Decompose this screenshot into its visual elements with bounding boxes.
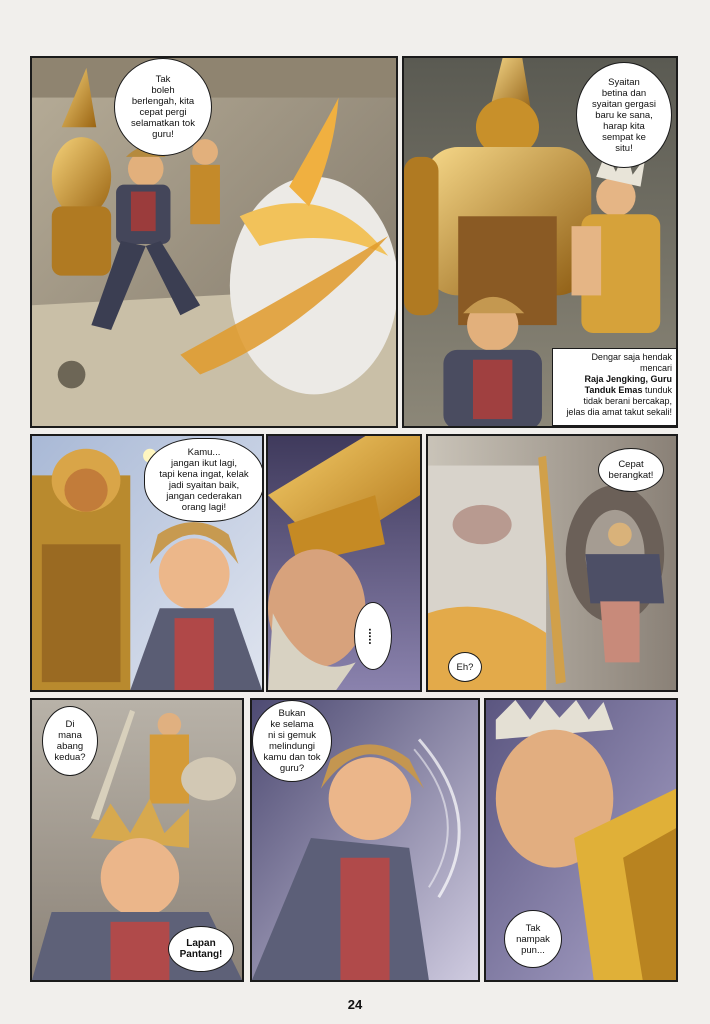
caption-bold-2: Tanduk Emas (584, 385, 643, 395)
bubble-eh: Eh? (448, 652, 482, 682)
bubble-tak-nampak: Tak nampak pun... (504, 910, 562, 968)
panel-4-art (268, 436, 420, 690)
bubble-ellipsis (354, 602, 392, 670)
caption-line-1: Dengar saja hendak mencari (591, 352, 672, 373)
bubble-syaitan-betina: Syaitan betina dan syaitan gergasi baru ke sana, harap kita sempat ke situ! (576, 62, 672, 168)
panel-6 (30, 698, 244, 982)
ellipsis-text: ..... (366, 627, 380, 645)
panel-5 (426, 434, 678, 692)
bubble-di-mana: Di mana abang kedua? (42, 706, 98, 776)
panel-1-art (32, 58, 396, 426)
bubble-bukan: Bukan ke selama ni si gemuk melindungi kamu dan tok guru? (252, 700, 332, 782)
bubble-lapan: Lapan Pantang! (168, 926, 234, 972)
caption-bold-1: Raja Jengking, Guru (584, 374, 672, 384)
caption-raja-jengking (552, 348, 678, 426)
bubble-cepat: Cepat berangkat! (598, 448, 664, 492)
page-number: 24 (347, 997, 363, 1012)
caption-line-4: tidak berani bercakap, (583, 396, 672, 406)
panel-3 (30, 434, 264, 692)
bubble-kamu: Kamu... jangan ikut lagi, tapi kena ingat, kelak jadi syaitan baik, jangan cederakan orang lagi! (144, 438, 264, 522)
caption-line-3: tunduk (644, 385, 672, 395)
panel-2 (402, 56, 678, 428)
panel-1 (30, 56, 398, 428)
panel-7 (250, 698, 480, 982)
bubble-tak-boleh: Tak boleh berlengah, kita cepat pergi selamatkan tok guru! (114, 58, 212, 156)
panel-4 (266, 434, 422, 692)
panel-8 (484, 698, 678, 982)
caption-line-5: jelas dia amat takut sekali! (566, 407, 672, 417)
